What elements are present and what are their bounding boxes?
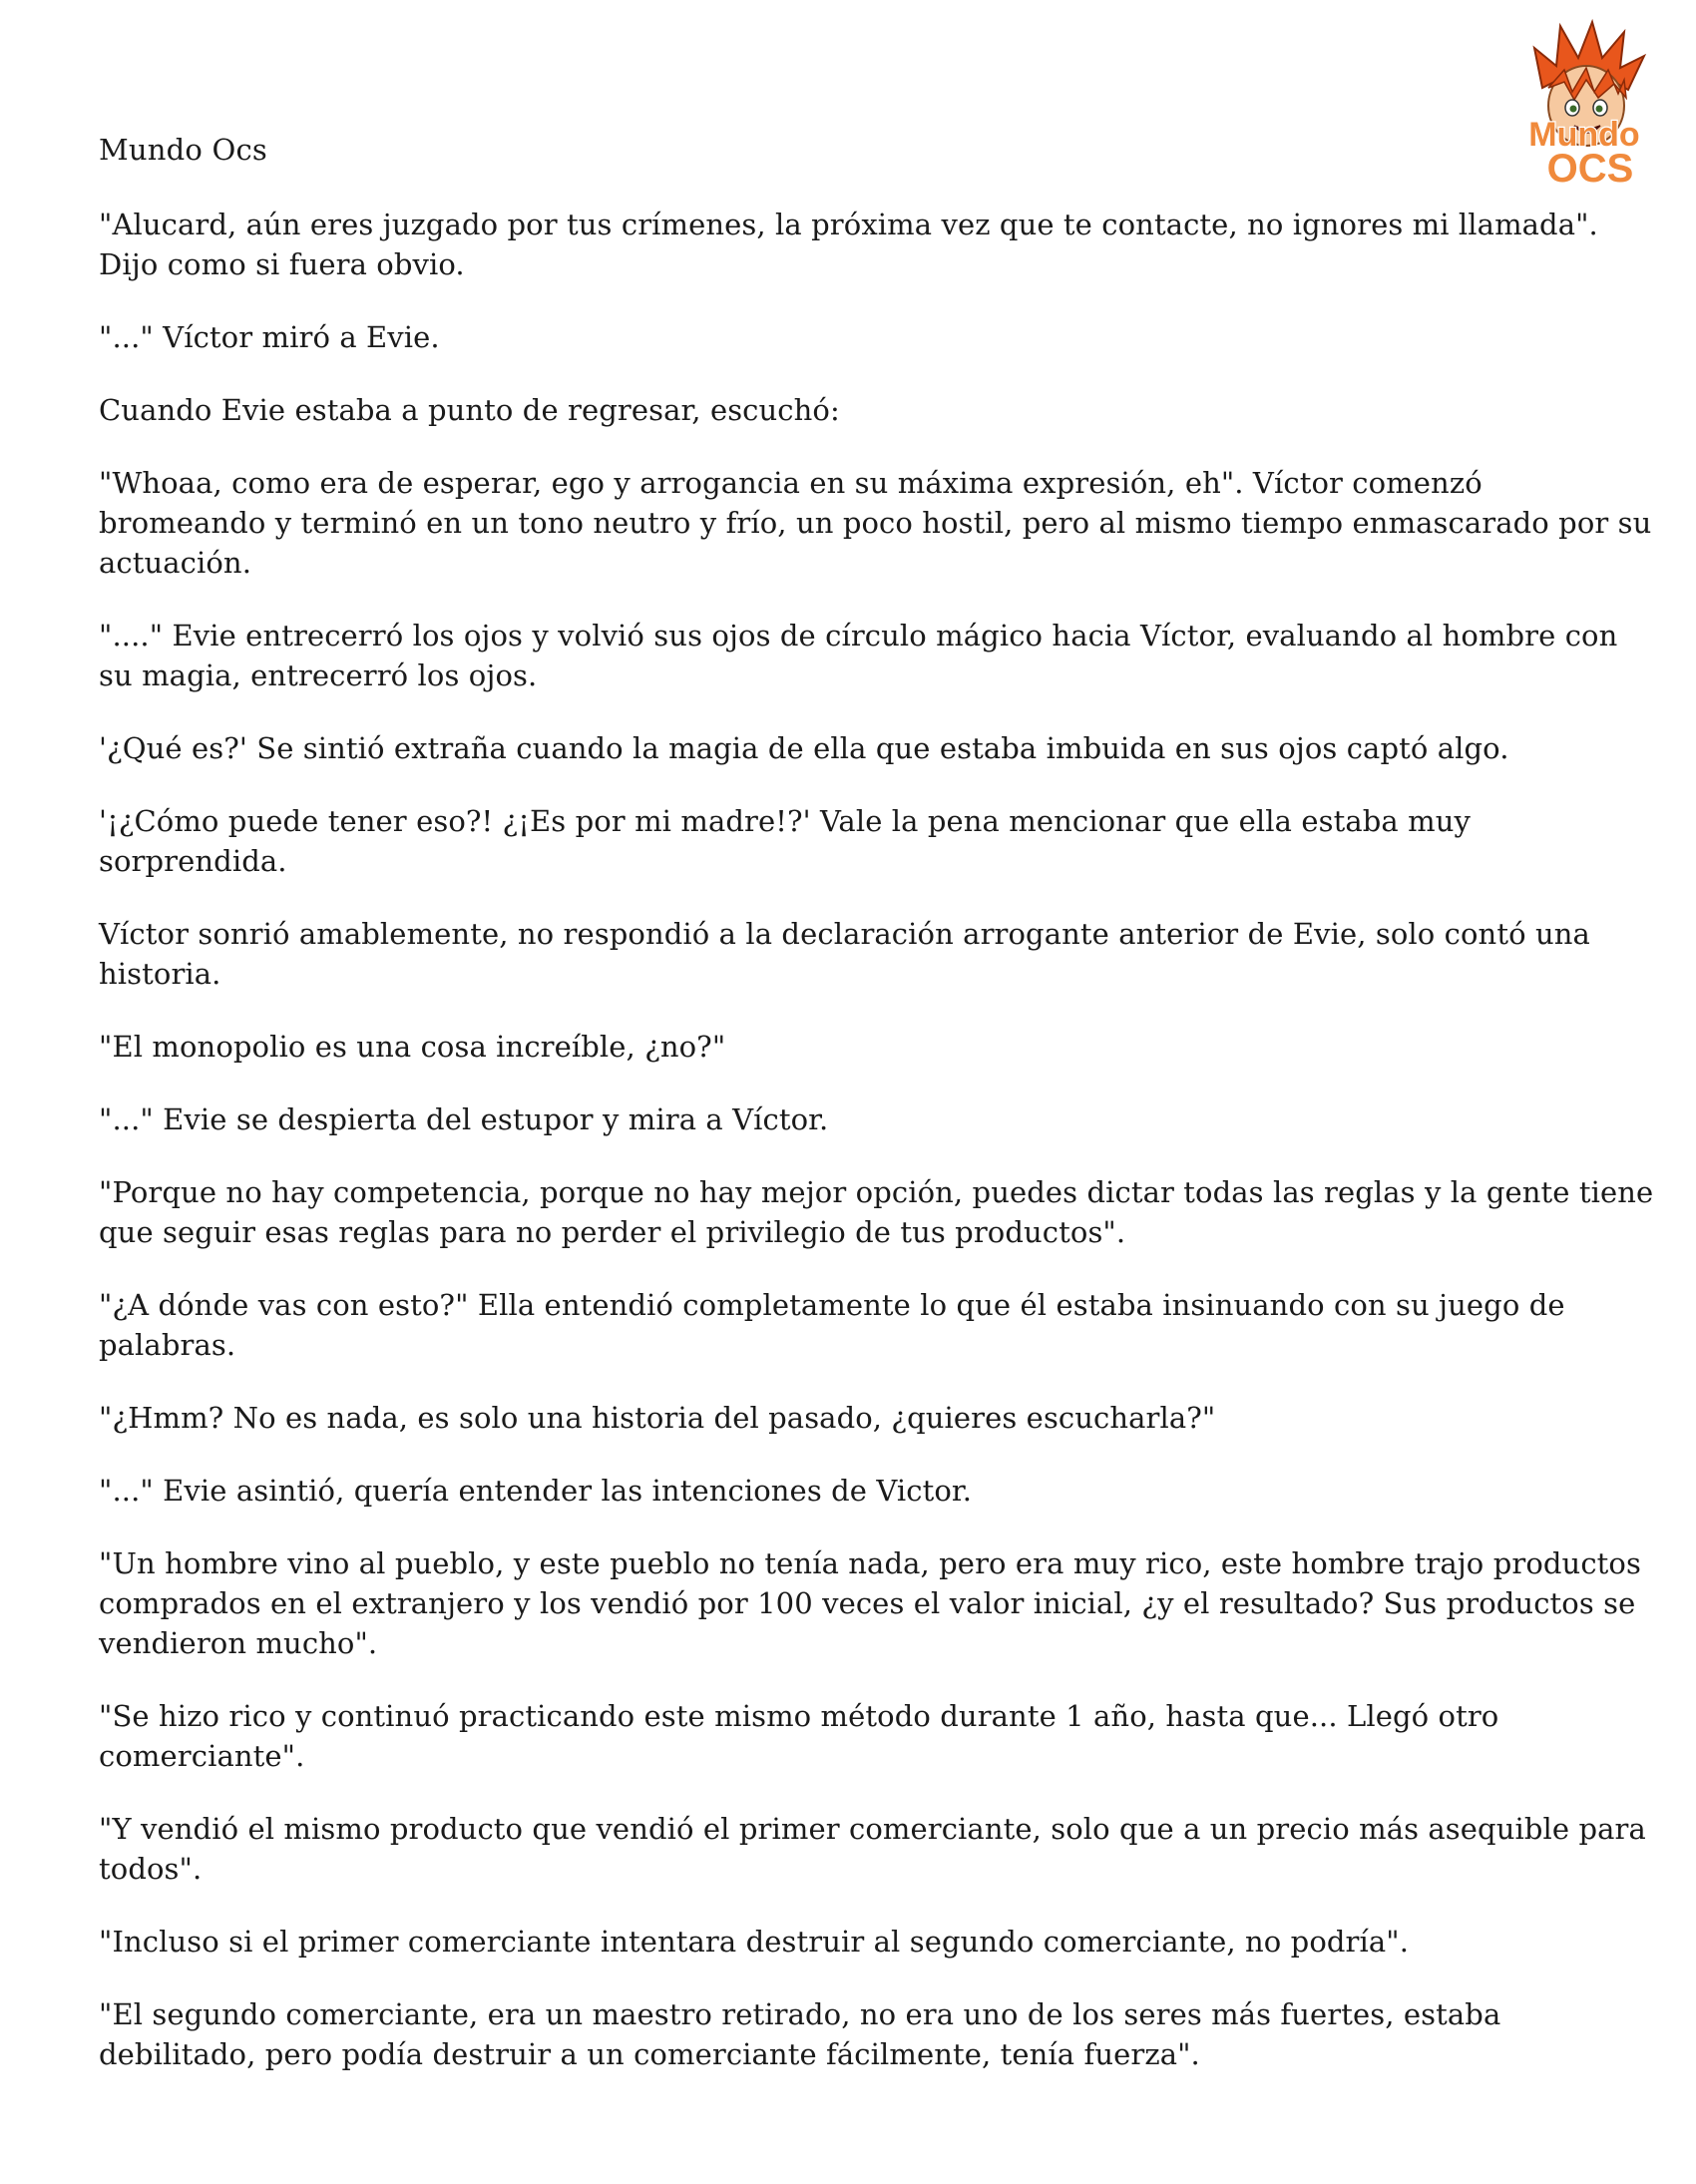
mundo-ocs-logo xyxy=(1494,18,1674,188)
paragraph: "Whoaa, como era de esperar, ego y arrogancia en su máxima expresión, eh". Víctor comenzó bromeando y terminó en un tono neutro y frío, un poco hostil, pero al mismo tiempo enmascarado por su actuación. xyxy=(99,466,1652,580)
paragraph: "Se hizo rico y continuó practicando este mismo método durante 1 año, hasta que... Llegó otro comerciante". xyxy=(99,1699,1499,1773)
paragraph: "Y vendió el mismo producto que vendió el primer comerciante, solo que a un precio más asequible para todos". xyxy=(99,1812,1646,1886)
paragraph: "El segundo comerciante, era un maestro retirado, no era uno de los seres más fuertes, estaba debilitado, pero podía destruir a un comerciante fácilmente, tenía fuerza". xyxy=(99,1997,1501,2071)
paragraph: "..." Evie se despierta del estupor y mira a Víctor. xyxy=(99,1102,829,1136)
paragraph: Víctor sonrió amablemente, no respondió a la declaración arrogante anterior de Evie, solo contó una historia. xyxy=(99,917,1590,991)
logo-text-line1: Mundo xyxy=(1528,116,1640,154)
paragraph: "Un hombre vino al pueblo, y este pueblo no tenía nada, pero era muy rico, este hombre trajo productos comprados en el extranjero y los vendió por 100 veces el valor inicial, ¿y el resultado? Sus productos se vendieron mucho". xyxy=(99,1546,1641,1660)
paragraph: "Alucard, aún eres juzgado por tus crímenes, la próxima vez que te contacte, no ignores mi llamada". Dijo como si fuera obvio. xyxy=(99,208,1598,281)
paragraph: "..." Víctor miró a Evie. xyxy=(99,320,440,354)
paragraph: "¿Hmm? No es nada, es solo una historia del pasado, ¿quieres escucharla?" xyxy=(99,1401,1216,1435)
paragraph: '¿Qué es?' Se sintió extraña cuando la magia de ella que estaba imbuida en sus ojos captó algo. xyxy=(99,731,1509,765)
paragraph: '¡¿Cómo puede tener eso?! ¿¡Es por mi madre!?' Vale la pena mencionar que ella estaba muy sorprendida. xyxy=(99,804,1471,878)
paragraph: "El monopolio es una cosa increíble, ¿no?" xyxy=(99,1030,726,1064)
paragraph: "Incluso si el primer comerciante intentara destruir al segundo comerciante, no podría". xyxy=(99,1925,1410,1959)
page-title: Mundo Ocs xyxy=(99,133,267,167)
paragraph: "¿A dónde vas con esto?" Ella entendió completamente lo que él estaba insinuando con su juego de palabras. xyxy=(99,1288,1565,1362)
paragraph: "..." Evie asintió, quería entender las intenciones de Victor. xyxy=(99,1474,973,1508)
paragraph: "...." Evie entrecerró los ojos y volvió sus ojos de círculo mágico hacia Víctor, evaluando al hombre con su magia, entrecerró los ojos. xyxy=(99,619,1618,692)
logo-mascot-icon xyxy=(1494,18,1674,188)
logo-text-line2: OCS xyxy=(1546,147,1634,188)
document-body xyxy=(99,205,1655,2107)
paragraph: Cuando Evie estaba a punto de regresar, escuchó: xyxy=(99,393,840,427)
paragraph: "Porque no hay competencia, porque no hay mejor opción, puedes dictar todas las reglas y la gente tiene que seguir esas reglas para no perder el privilegio de tus productos". xyxy=(99,1175,1654,1249)
